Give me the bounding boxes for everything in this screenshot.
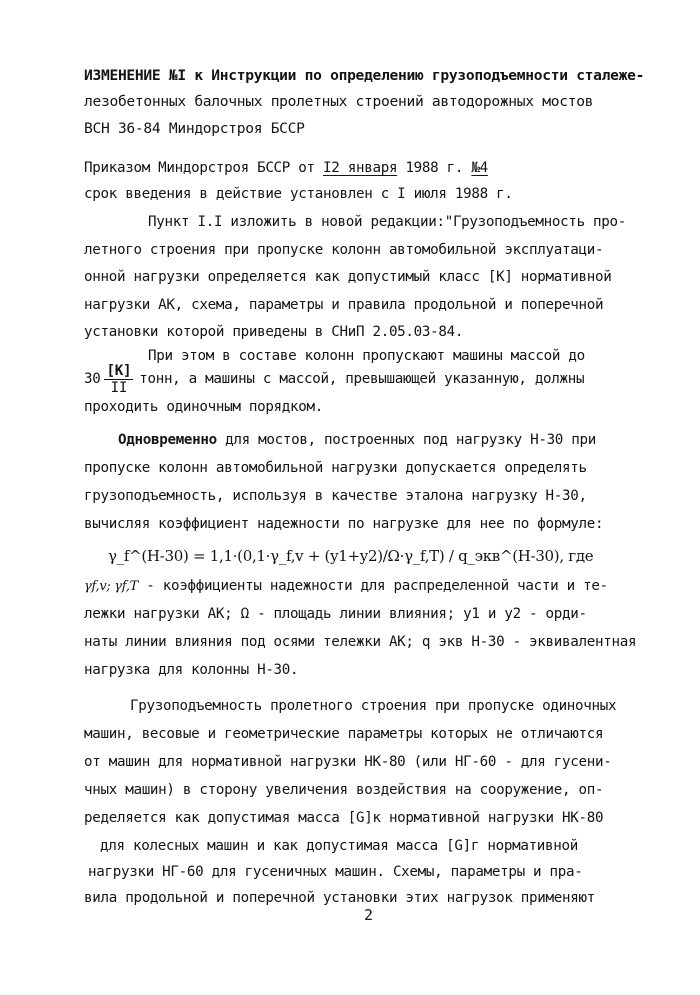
p2-line-3: проходить одиночным порядком. bbox=[84, 399, 324, 415]
p3-line-1-rest: для мостов, построенных под нагрузку Н-30 при bbox=[216, 432, 597, 448]
order-line bbox=[84, 158, 584, 178]
p5-line-2: машин, весовые и геометрические параметры которых не отличаются bbox=[84, 726, 604, 742]
fraction-numerator: [К] bbox=[106, 362, 132, 379]
p1-line-2: летного строения при пропуске колонн автомобильной эксплуатаци- bbox=[84, 242, 604, 258]
p5-line-4: чных машин) в сторону увеличения воздействия на сооружение, оп- bbox=[84, 782, 604, 798]
p5-line-3: от машин для нормативной нагрузки НК-80 (или НГ-60 - для гусени- bbox=[84, 754, 612, 770]
p2-line-2 bbox=[84, 362, 584, 396]
p2-mass-prefix: 30 bbox=[84, 371, 101, 387]
p4-line-1 bbox=[84, 576, 608, 597]
p2-line-2-rest: тонн, а машины с массой, превышающей указанную, должны bbox=[139, 371, 585, 387]
p3-line-2: пропуске колонн автомобильной нагрузки допускается определять bbox=[84, 460, 587, 476]
p5-line-5: ределяется как допустимая масса [G]к нормативной нагрузки НК-80 bbox=[84, 810, 604, 826]
p3-bold-word: Одновременно bbox=[118, 432, 217, 448]
gamma-symbols: γf,v; γf,T bbox=[84, 579, 139, 594]
fraction-denominator: II bbox=[110, 379, 128, 396]
reliability-formula: γ_f^(H-30) = 1,1·(0,1·γ_f,v + (y1+y2)/Ω·γ_f,T) / q_экв^(H-30), где bbox=[108, 547, 594, 565]
order-year: 1988 г. bbox=[397, 160, 472, 176]
p5-line-7: нагрузки НГ-60 для гусеничных машин. Схемы, параметры и пра- bbox=[88, 864, 583, 880]
order-number: №4 bbox=[471, 160, 488, 176]
mass-fraction bbox=[104, 363, 133, 396]
p1-line-4: нагрузки АК, схема, параметры и правила продольной и поперечной bbox=[84, 297, 604, 313]
header-title-line-1: ИЗМЕНЕНИЕ №I к Инструкции по определению грузоподъемности сталеже- bbox=[84, 67, 645, 84]
order-date: I2 января bbox=[323, 160, 398, 176]
effective-date-line: срок введения в действие установлен с I июля 1988 г. bbox=[84, 186, 513, 202]
p4-line-2: лежки нагрузки АК; Ω - площадь линии влияния; y1 и y2 - орди- bbox=[84, 606, 587, 622]
header-title-line-3: ВСН 36-84 Миндорстроя БССР bbox=[84, 120, 305, 137]
p4-line-3: наты линии влияния под осями тележки АК; q экв H-30 - эквивалентная bbox=[84, 634, 637, 650]
p1-line-5: установки которой приведены в СНиП 2.05.03-84. bbox=[84, 324, 464, 340]
header-title-line-2: лезобетонных балочных пролетных строений автодорожных мостов bbox=[84, 93, 594, 110]
page-number: 2 bbox=[364, 906, 374, 924]
p2-line-1: При этом в составе колонн пропускают машины массой до bbox=[148, 348, 585, 364]
p5-line-1: Грузоподъемность пролетного строения при пропуске одиночных bbox=[130, 698, 617, 714]
p3-line-3: грузоподъемность, используя в качестве эталона нагрузку Н-30, bbox=[84, 488, 587, 504]
p1-line-1: Пункт I.I изложить в новой редакции:"Грузоподъемность про- bbox=[148, 214, 627, 230]
p5-line-8: вила продольной и поперечной установки этих нагрузок применяют bbox=[84, 890, 595, 906]
p1-line-3: онной нагрузки определяется как допустимый класс [К] нормативной bbox=[84, 269, 612, 285]
order-prefix: Приказом Миндорстроя БССР от bbox=[84, 160, 324, 176]
p4-line-4: нагрузка для колонны Н-30. bbox=[84, 662, 299, 678]
p3-line-4: вычисляя коэффициент надежности по нагрузке для нее по формуле: bbox=[84, 516, 604, 532]
p4-line-1-rest: - коэффициенты надежности для распределенной части и те- bbox=[138, 578, 608, 594]
p5-line-6: для колесных машин и как допустимая масса [G]г нормативной bbox=[100, 838, 579, 854]
p3-line-1 bbox=[118, 430, 596, 450]
